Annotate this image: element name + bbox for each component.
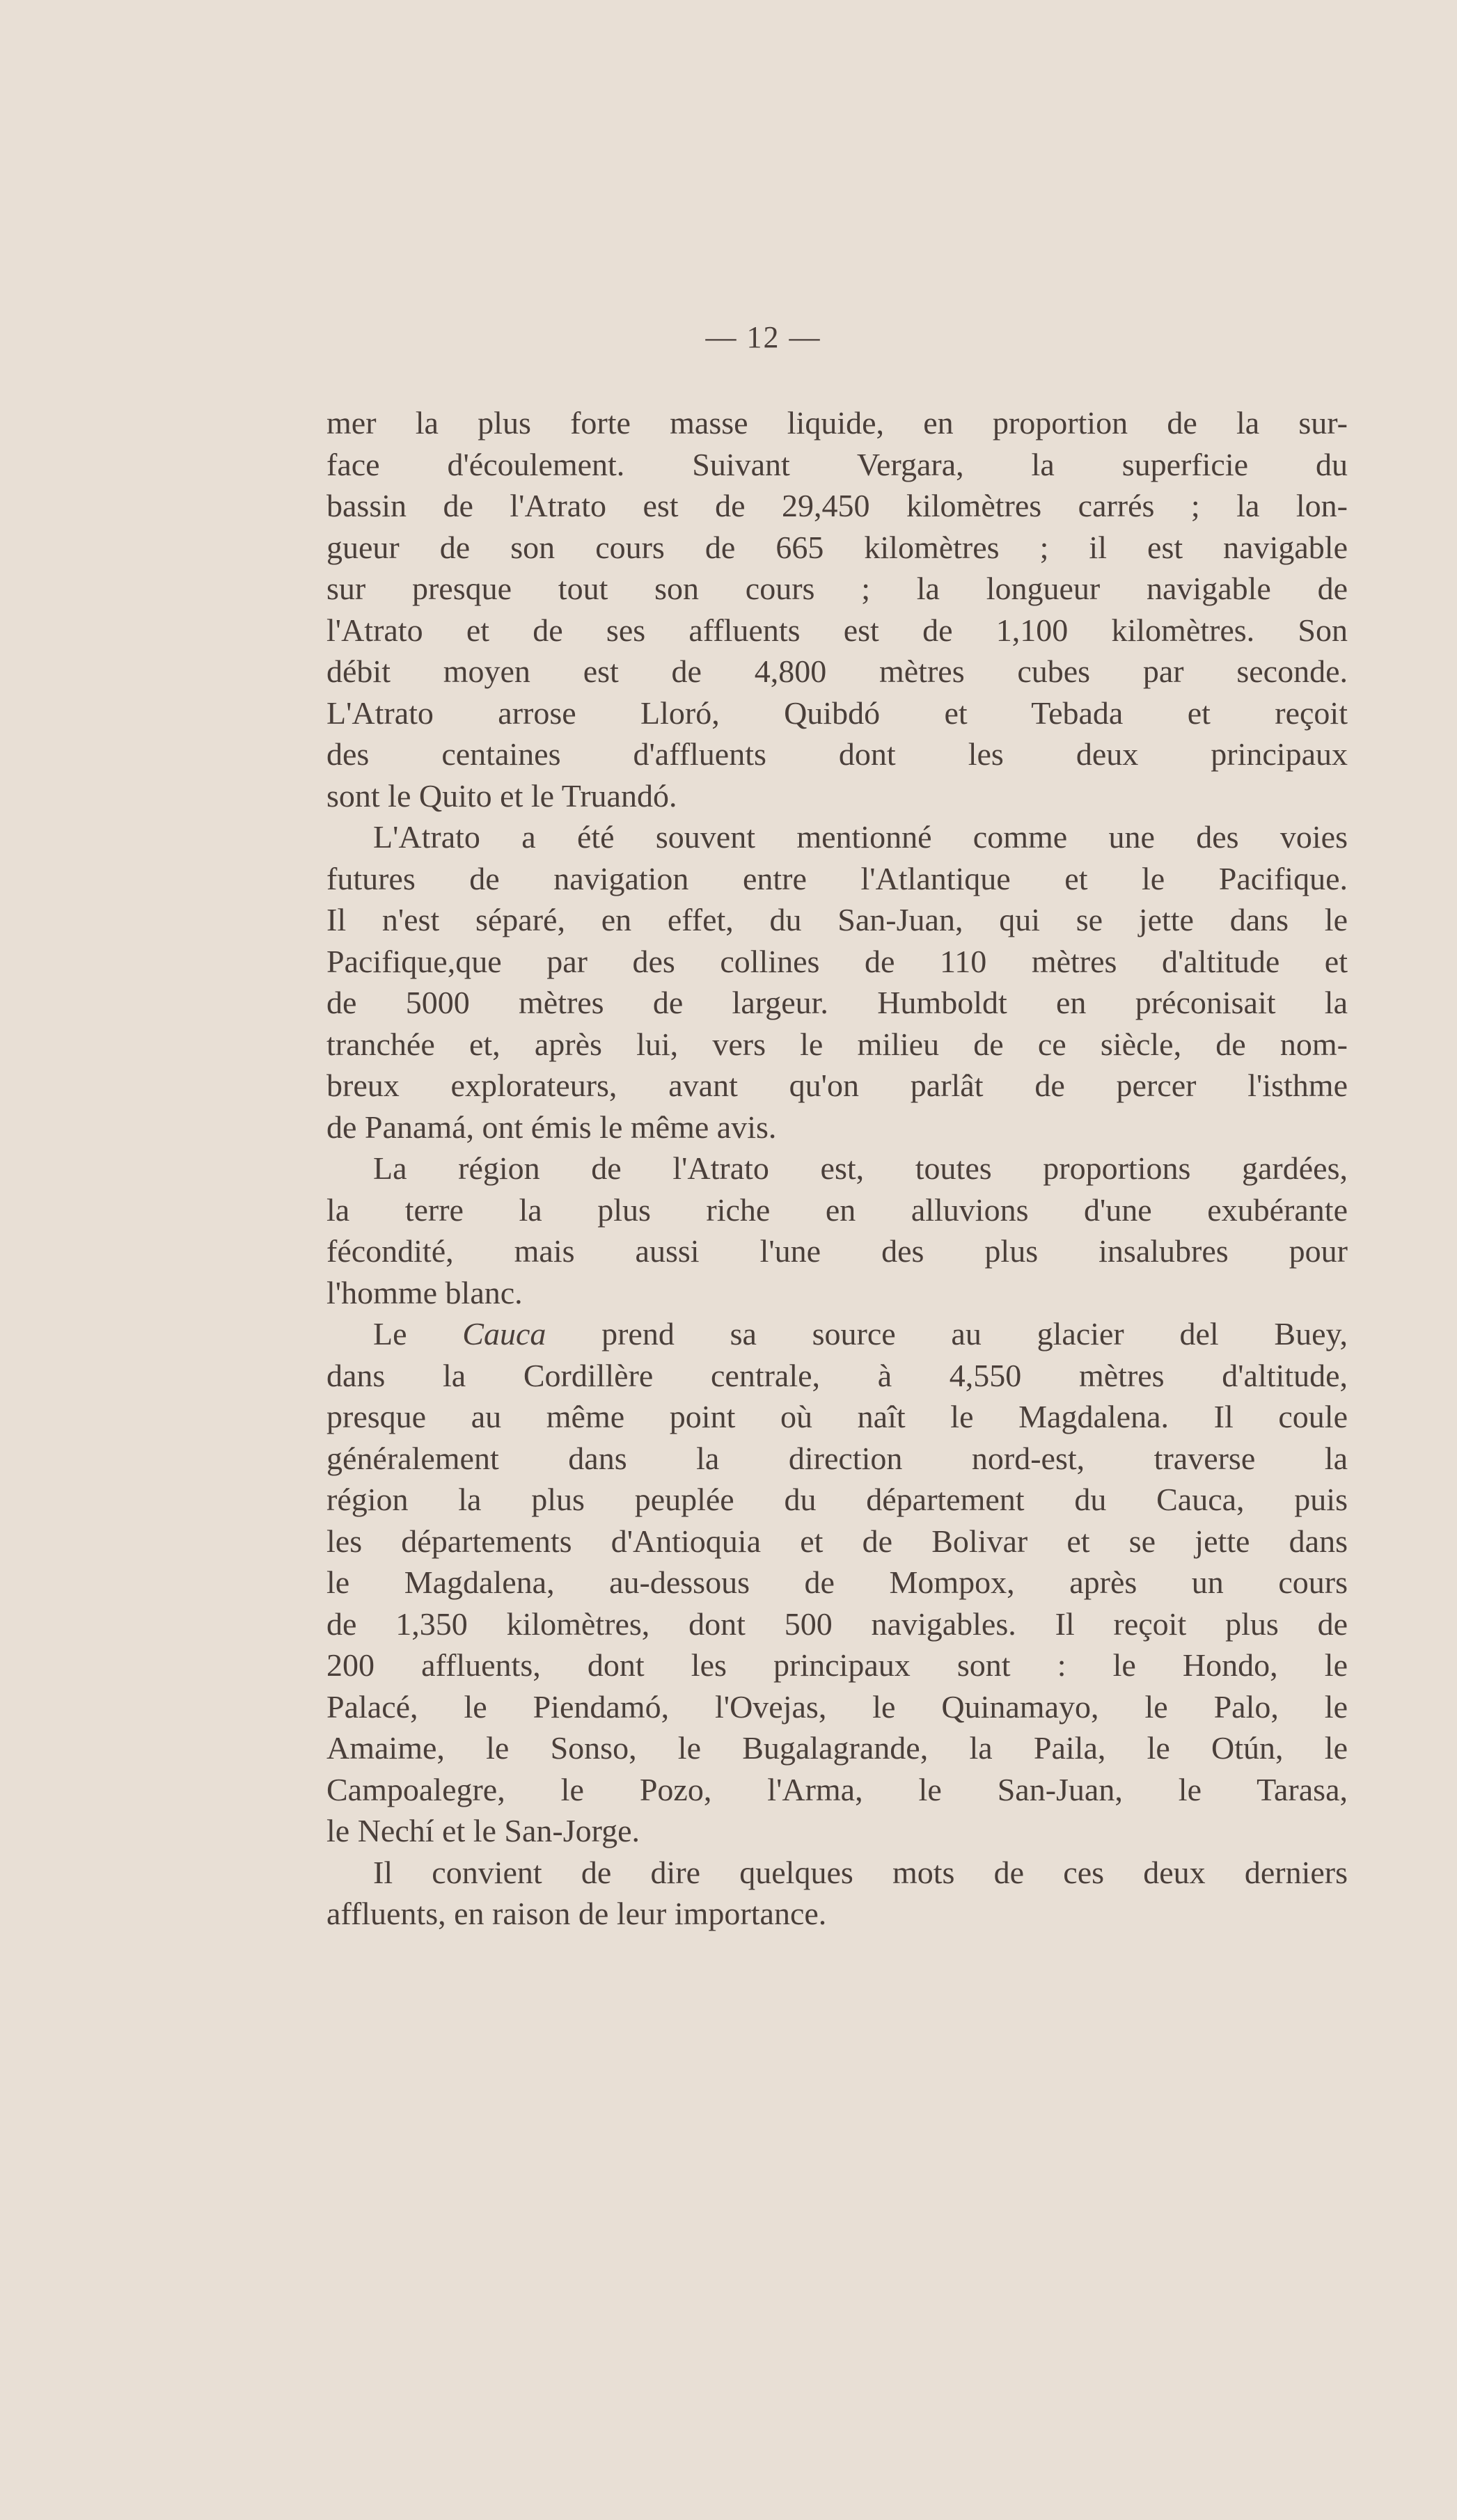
text-line: les départements d'Antioquia et de Bolivar et se jette dans [326,1523,1348,1559]
text-line: affluents, en raison de leur importance. [326,1896,827,1931]
text-line: L'Atrato a été souvent mentionné comme une des voies [373,819,1348,855]
text-line: La région de l'Atrato est, toutes proportions gardées, [373,1150,1348,1186]
text-line: dans la Cordillère centrale, à 4,550 mètres d'altitude, [326,1357,1348,1393]
text-line: de Panamá, ont émis le même avis. [326,1109,777,1145]
text-line: l'homme blanc. [326,1274,523,1310]
text-line: de 5000 mètres de largeur. Humboldt en préconisait la [326,985,1348,1020]
text-line: le Nechí et le San-Jorge. [326,1813,640,1848]
text-line: futures de navigation entre l'Atlantique et le Pacifique. [326,860,1348,896]
text-line: 200 affluents, dont les principaux sont : le Hondo, le [326,1647,1348,1683]
text-line: sont le Quito et le Truandó. [326,777,677,814]
text-line: Campoalegre, le Pozo, l'Arma, le San-Juan, le Tarasa, [326,1771,1348,1807]
text-line: des centaines d'affluents dont les deux principaux [326,736,1348,772]
text-line: presque au même point où naît le Magdalena. Il coule [326,1399,1348,1434]
text-line: tranchée et, après lui, vers le milieu de ce siècle, de nom- [326,1026,1348,1062]
paragraph [326,402,1348,816]
text-line: Palacé, le Piendamó, l'Ovejas, le Quinamayo, le Palo, le [326,1688,1348,1725]
text-line: Il n'est séparé, en effet, du San-Juan, qui se jette dans le [326,902,1348,937]
text-line: bassin de l'Atrato est de 29,450 kilomètres carrés ; la lon- [326,488,1348,523]
text-line: région la plus peuplée du département du Cauca, puis [326,1482,1348,1517]
paragraph [326,816,1348,1148]
text-line: fécondité, mais aussi l'une des plus insalubres pour [326,1233,1348,1269]
text-segment: prend sa source au glacier del Buey, [546,1316,1348,1352]
text-line: Amaime, le Sonso, le Bugalagrande, la Paila, le Otún, le [326,1730,1348,1766]
text-line: la terre la plus riche en alluvions d'une exubérante [326,1191,1348,1228]
text-line: débit moyen est de 4,800 mètres cubes par seconde. [326,653,1348,689]
text-line: breux explorateurs, avant qu'on parlât de percer l'isthme [326,1068,1348,1103]
text-line: le Magdalena, au-dessous de Mompox, après un cours [326,1564,1348,1600]
body-text [326,402,1348,1935]
italic-term: Cauca [462,1316,546,1352]
text-line: Pacifique,que par des collines de 110 mètres d'altitude et [326,943,1348,979]
text-line [326,1313,1348,1355]
text-line: L'Atrato arrose Lloró, Quibdó et Tebada et reçoit [326,695,1348,731]
paragraph [326,1148,1348,1313]
paragraph [326,1852,1348,1935]
text-line: l'Atrato et de ses affluents est de 1,100 kilomètres. Son [326,612,1348,648]
page-number: — 12 — [705,320,821,354]
text-segment: Le [373,1316,463,1352]
text-line: face d'écoulement. Suivant Vergara, la superficie du [326,446,1348,482]
text-line: sur presque tout son cours ; la longueur navigable de [326,571,1348,606]
text-line: gueur de son cours de 665 kilomètres ; il est navigable [326,529,1348,565]
text-line: Il convient de dire quelques mots de ces deux derniers [373,1854,1348,1890]
text-line: généralement dans la direction nord-est, traverse la [326,1440,1348,1476]
text-line: mer la plus forte masse liquide, en proportion de la sur- [326,405,1348,441]
text-line: de 1,350 kilomètres, dont 500 navigables. Il reçoit plus de [326,1606,1348,1642]
paragraph [326,1313,1348,1852]
